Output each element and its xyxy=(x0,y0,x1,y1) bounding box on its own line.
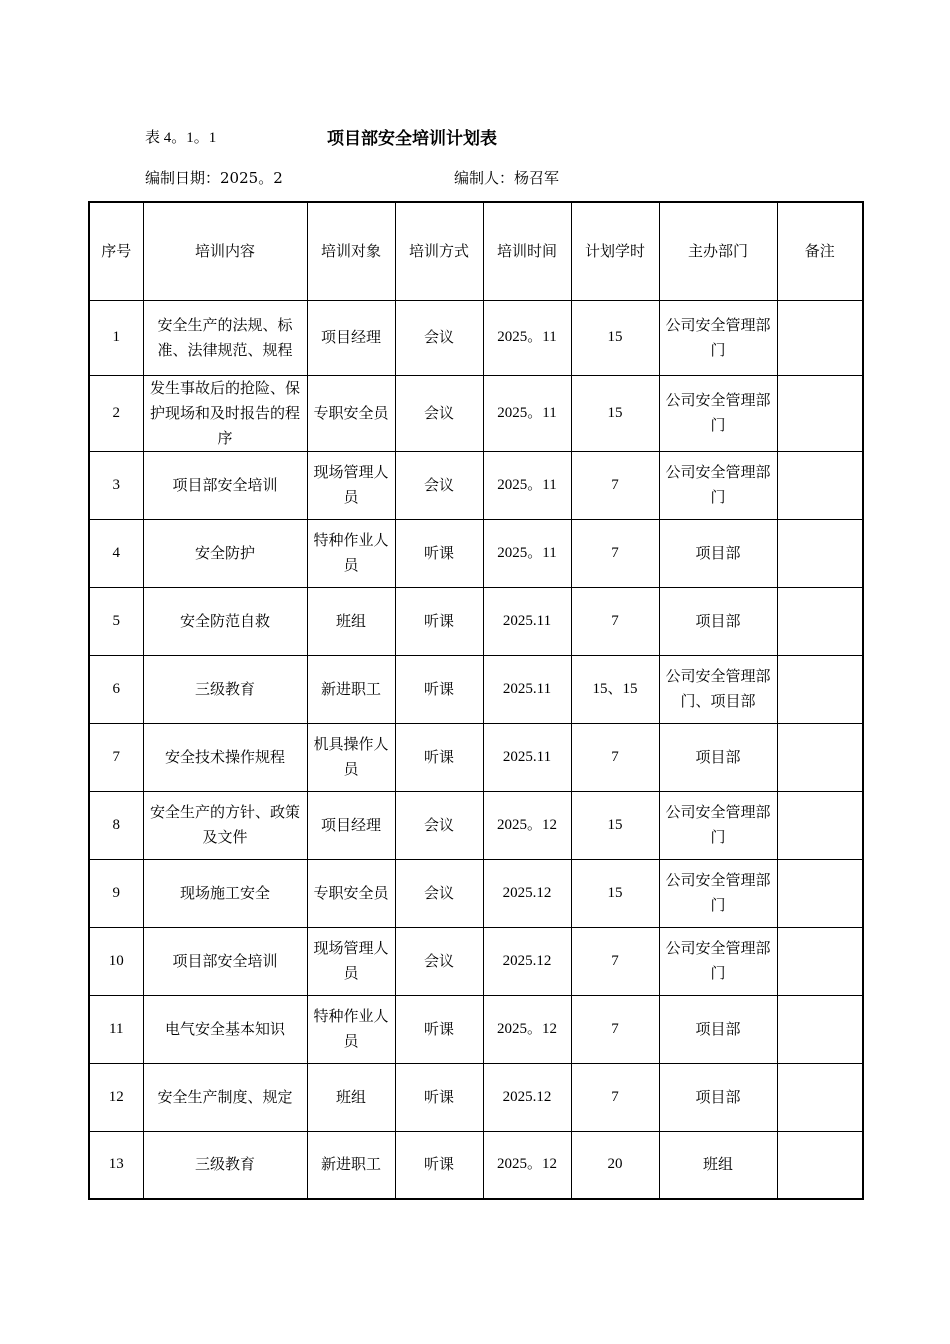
cell-content: 安全防范自救 xyxy=(143,587,307,655)
cell-target: 班组 xyxy=(307,587,395,655)
cell-time: 2025.11 xyxy=(483,655,571,723)
cell-dept: 公司安全管理部门 xyxy=(659,375,777,451)
cell-remark xyxy=(777,655,863,723)
cell-time: 2025.12 xyxy=(483,1063,571,1131)
cell-content: 安全生产的法规、标准、法律规范、规程 xyxy=(143,300,307,375)
column-header-remark: 备注 xyxy=(777,202,863,300)
table-row xyxy=(89,995,863,1063)
table-row xyxy=(89,375,863,451)
cell-remark xyxy=(777,1131,863,1199)
compiler-name: 杨召军 xyxy=(514,169,560,187)
cell-no: 13 xyxy=(89,1131,143,1199)
cell-remark xyxy=(777,859,863,927)
cell-remark xyxy=(777,791,863,859)
table-row xyxy=(89,655,863,723)
cell-hours: 15 xyxy=(571,300,659,375)
column-header-dept: 主办部门 xyxy=(659,202,777,300)
cell-time: 2025。12 xyxy=(483,1131,571,1199)
cell-hours: 15 xyxy=(571,791,659,859)
cell-no: 10 xyxy=(89,927,143,995)
cell-dept: 公司安全管理部门 xyxy=(659,927,777,995)
compile-date-value: 2025。2 xyxy=(220,169,283,187)
cell-no: 3 xyxy=(89,451,143,519)
cell-target: 机具操作人员 xyxy=(307,723,395,791)
table-number: 表 4。1。1 xyxy=(145,130,217,146)
table-row xyxy=(89,519,863,587)
cell-content: 电气安全基本知识 xyxy=(143,995,307,1063)
cell-dept: 项目部 xyxy=(659,587,777,655)
cell-remark xyxy=(777,451,863,519)
cell-target: 新进职工 xyxy=(307,1131,395,1199)
cell-content: 安全防护 xyxy=(143,519,307,587)
column-header-method: 培训方式 xyxy=(395,202,483,300)
cell-target: 新进职工 xyxy=(307,655,395,723)
compile-date-label: 编制日期： xyxy=(145,169,221,187)
cell-method: 会议 xyxy=(395,791,483,859)
cell-content: 项目部安全培训 xyxy=(143,451,307,519)
cell-hours: 7 xyxy=(571,451,659,519)
cell-remark xyxy=(777,519,863,587)
cell-time: 2025。12 xyxy=(483,791,571,859)
table-row xyxy=(89,451,863,519)
cell-remark xyxy=(777,300,863,375)
table-header-row xyxy=(89,202,863,300)
cell-remark xyxy=(777,1063,863,1131)
cell-hours: 7 xyxy=(571,1063,659,1131)
meta-line xyxy=(145,167,845,189)
table-row xyxy=(89,723,863,791)
cell-remark xyxy=(777,587,863,655)
column-header-content: 培训内容 xyxy=(143,202,307,300)
cell-dept: 公司安全管理部门、项目部 xyxy=(659,655,777,723)
cell-method: 听课 xyxy=(395,1063,483,1131)
cell-hours: 15 xyxy=(571,375,659,451)
cell-content: 项目部安全培训 xyxy=(143,927,307,995)
cell-time: 2025.12 xyxy=(483,859,571,927)
table-row xyxy=(89,1131,863,1199)
cell-remark xyxy=(777,927,863,995)
cell-dept: 班组 xyxy=(659,1131,777,1199)
cell-dept: 公司安全管理部门 xyxy=(659,300,777,375)
cell-hours: 7 xyxy=(571,519,659,587)
compiler-label: 编制人： xyxy=(454,169,515,187)
cell-hours: 20 xyxy=(571,1131,659,1199)
table-row xyxy=(89,587,863,655)
cell-dept: 项目部 xyxy=(659,519,777,587)
cell-target: 现场管理人员 xyxy=(307,451,395,519)
column-header-no: 序号 xyxy=(89,202,143,300)
table-row xyxy=(89,300,863,375)
cell-remark xyxy=(777,723,863,791)
cell-target: 专职安全员 xyxy=(307,859,395,927)
cell-dept: 项目部 xyxy=(659,995,777,1063)
cell-target: 特种作业人员 xyxy=(307,519,395,587)
cell-method: 听课 xyxy=(395,587,483,655)
cell-method: 会议 xyxy=(395,375,483,451)
cell-hours: 7 xyxy=(571,927,659,995)
cell-dept: 项目部 xyxy=(659,723,777,791)
cell-no: 1 xyxy=(89,300,143,375)
cell-content: 安全生产制度、规定 xyxy=(143,1063,307,1131)
cell-hours: 7 xyxy=(571,587,659,655)
cell-method: 听课 xyxy=(395,1131,483,1199)
cell-method: 听课 xyxy=(395,723,483,791)
table-row xyxy=(89,1063,863,1131)
cell-remark xyxy=(777,995,863,1063)
cell-hours: 15 xyxy=(571,859,659,927)
cell-no: 4 xyxy=(89,519,143,587)
cell-no: 12 xyxy=(89,1063,143,1131)
cell-content: 发生事故后的抢险、保护现场和及时报告的程序 xyxy=(143,375,307,451)
cell-method: 听课 xyxy=(395,655,483,723)
compile-date xyxy=(145,167,283,188)
table-row xyxy=(89,859,863,927)
cell-hours: 7 xyxy=(571,723,659,791)
cell-content: 三级教育 xyxy=(143,655,307,723)
cell-time: 2025。11 xyxy=(483,375,571,451)
cell-dept: 公司安全管理部门 xyxy=(659,451,777,519)
cell-time: 2025。11 xyxy=(483,519,571,587)
cell-target: 现场管理人员 xyxy=(307,927,395,995)
column-header-target: 培训对象 xyxy=(307,202,395,300)
cell-target: 项目经理 xyxy=(307,300,395,375)
cell-content: 现场施工安全 xyxy=(143,859,307,927)
cell-target: 特种作业人员 xyxy=(307,995,395,1063)
cell-content: 安全技术操作规程 xyxy=(143,723,307,791)
cell-time: 2025。12 xyxy=(483,995,571,1063)
cell-method: 会议 xyxy=(395,451,483,519)
cell-no: 6 xyxy=(89,655,143,723)
cell-method: 会议 xyxy=(395,927,483,995)
cell-method: 会议 xyxy=(395,300,483,375)
cell-remark xyxy=(777,375,863,451)
cell-dept: 项目部 xyxy=(659,1063,777,1131)
cell-time: 2025.11 xyxy=(483,723,571,791)
training-plan-table xyxy=(88,201,864,1200)
cell-content: 三级教育 xyxy=(143,1131,307,1199)
column-header-hours: 计划学时 xyxy=(571,202,659,300)
document-title: 项目部安全培训计划表 xyxy=(327,129,497,149)
cell-hours: 15、15 xyxy=(571,655,659,723)
cell-no: 8 xyxy=(89,791,143,859)
cell-no: 7 xyxy=(89,723,143,791)
cell-no: 2 xyxy=(89,375,143,451)
cell-no: 11 xyxy=(89,995,143,1063)
cell-dept: 公司安全管理部门 xyxy=(659,859,777,927)
column-header-time: 培训时间 xyxy=(483,202,571,300)
cell-target: 专职安全员 xyxy=(307,375,395,451)
cell-no: 9 xyxy=(89,859,143,927)
title-line xyxy=(145,124,845,148)
cell-time: 2025.12 xyxy=(483,927,571,995)
compiler xyxy=(454,167,559,188)
cell-target: 班组 xyxy=(307,1063,395,1131)
table-row xyxy=(89,927,863,995)
table-row xyxy=(89,791,863,859)
cell-time: 2025。11 xyxy=(483,300,571,375)
cell-no: 5 xyxy=(89,587,143,655)
cell-method: 听课 xyxy=(395,995,483,1063)
cell-hours: 7 xyxy=(571,995,659,1063)
cell-content: 安全生产的方针、政策及文件 xyxy=(143,791,307,859)
cell-target: 项目经理 xyxy=(307,791,395,859)
cell-time: 2025。11 xyxy=(483,451,571,519)
cell-dept: 公司安全管理部门 xyxy=(659,791,777,859)
cell-method: 会议 xyxy=(395,859,483,927)
cell-method: 听课 xyxy=(395,519,483,587)
cell-time: 2025.11 xyxy=(483,587,571,655)
